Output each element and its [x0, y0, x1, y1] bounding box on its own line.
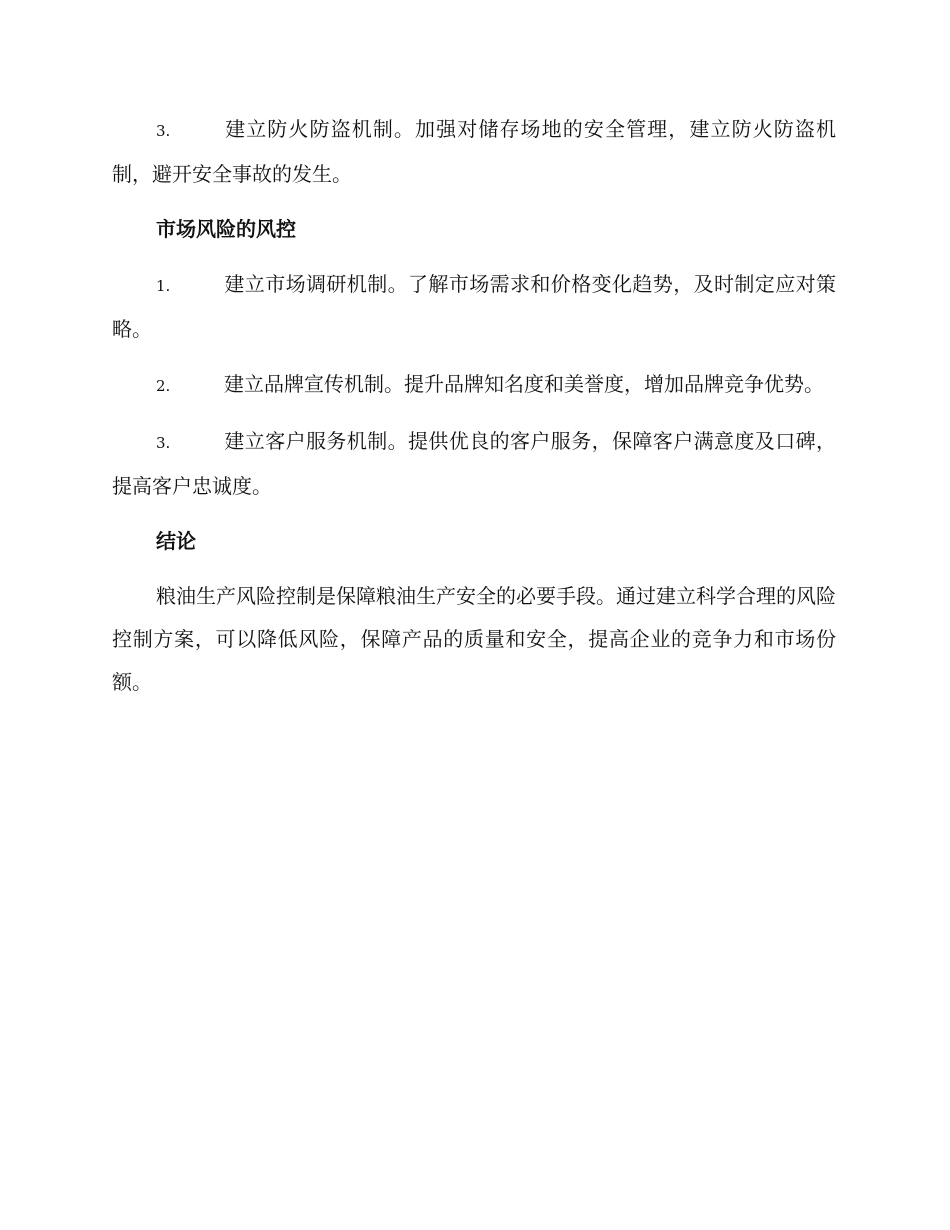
market-list-item-1: [112, 263, 836, 351]
list-item-text: 建立市场调研机制。了解市场需求和价格变化趋势，及时制定应对策略。: [112, 272, 836, 341]
list-item-number: 1.: [156, 277, 171, 295]
document-body: [112, 108, 836, 716]
storage-list-item-3: [112, 108, 836, 196]
list-item-number: 3.: [156, 434, 171, 452]
market-list-item-3: [112, 420, 836, 508]
conclusion-paragraph: 粮油生产风险控制是保障粮油生产安全的必要手段。通过建立科学合理的风险控制方案，可以降低风险，保障产品的质量和安全，提高企业的竞争力和市场份额。: [112, 584, 836, 694]
market-list-item-2: [112, 363, 836, 408]
conclusion-heading: 结论: [156, 529, 196, 553]
list-item-text: 建立品牌宣传机制。提升品牌知名度和美誉度，增加品牌竞争优势。: [224, 372, 824, 396]
list-item-number: 3.: [156, 122, 171, 140]
market-risk-heading: 市场风险的风控: [156, 217, 296, 241]
list-item-text: 建立防火防盗机制。加强对储存场地的安全管理，建立防火防盗机制，避开安全事故的发生。: [112, 117, 836, 186]
list-item-number: 2.: [156, 377, 171, 395]
list-item-text: 建立客户服务机制。提供优良的客户服务，保障客户满意度及口碑，提高客户忠诚度。: [112, 429, 836, 498]
